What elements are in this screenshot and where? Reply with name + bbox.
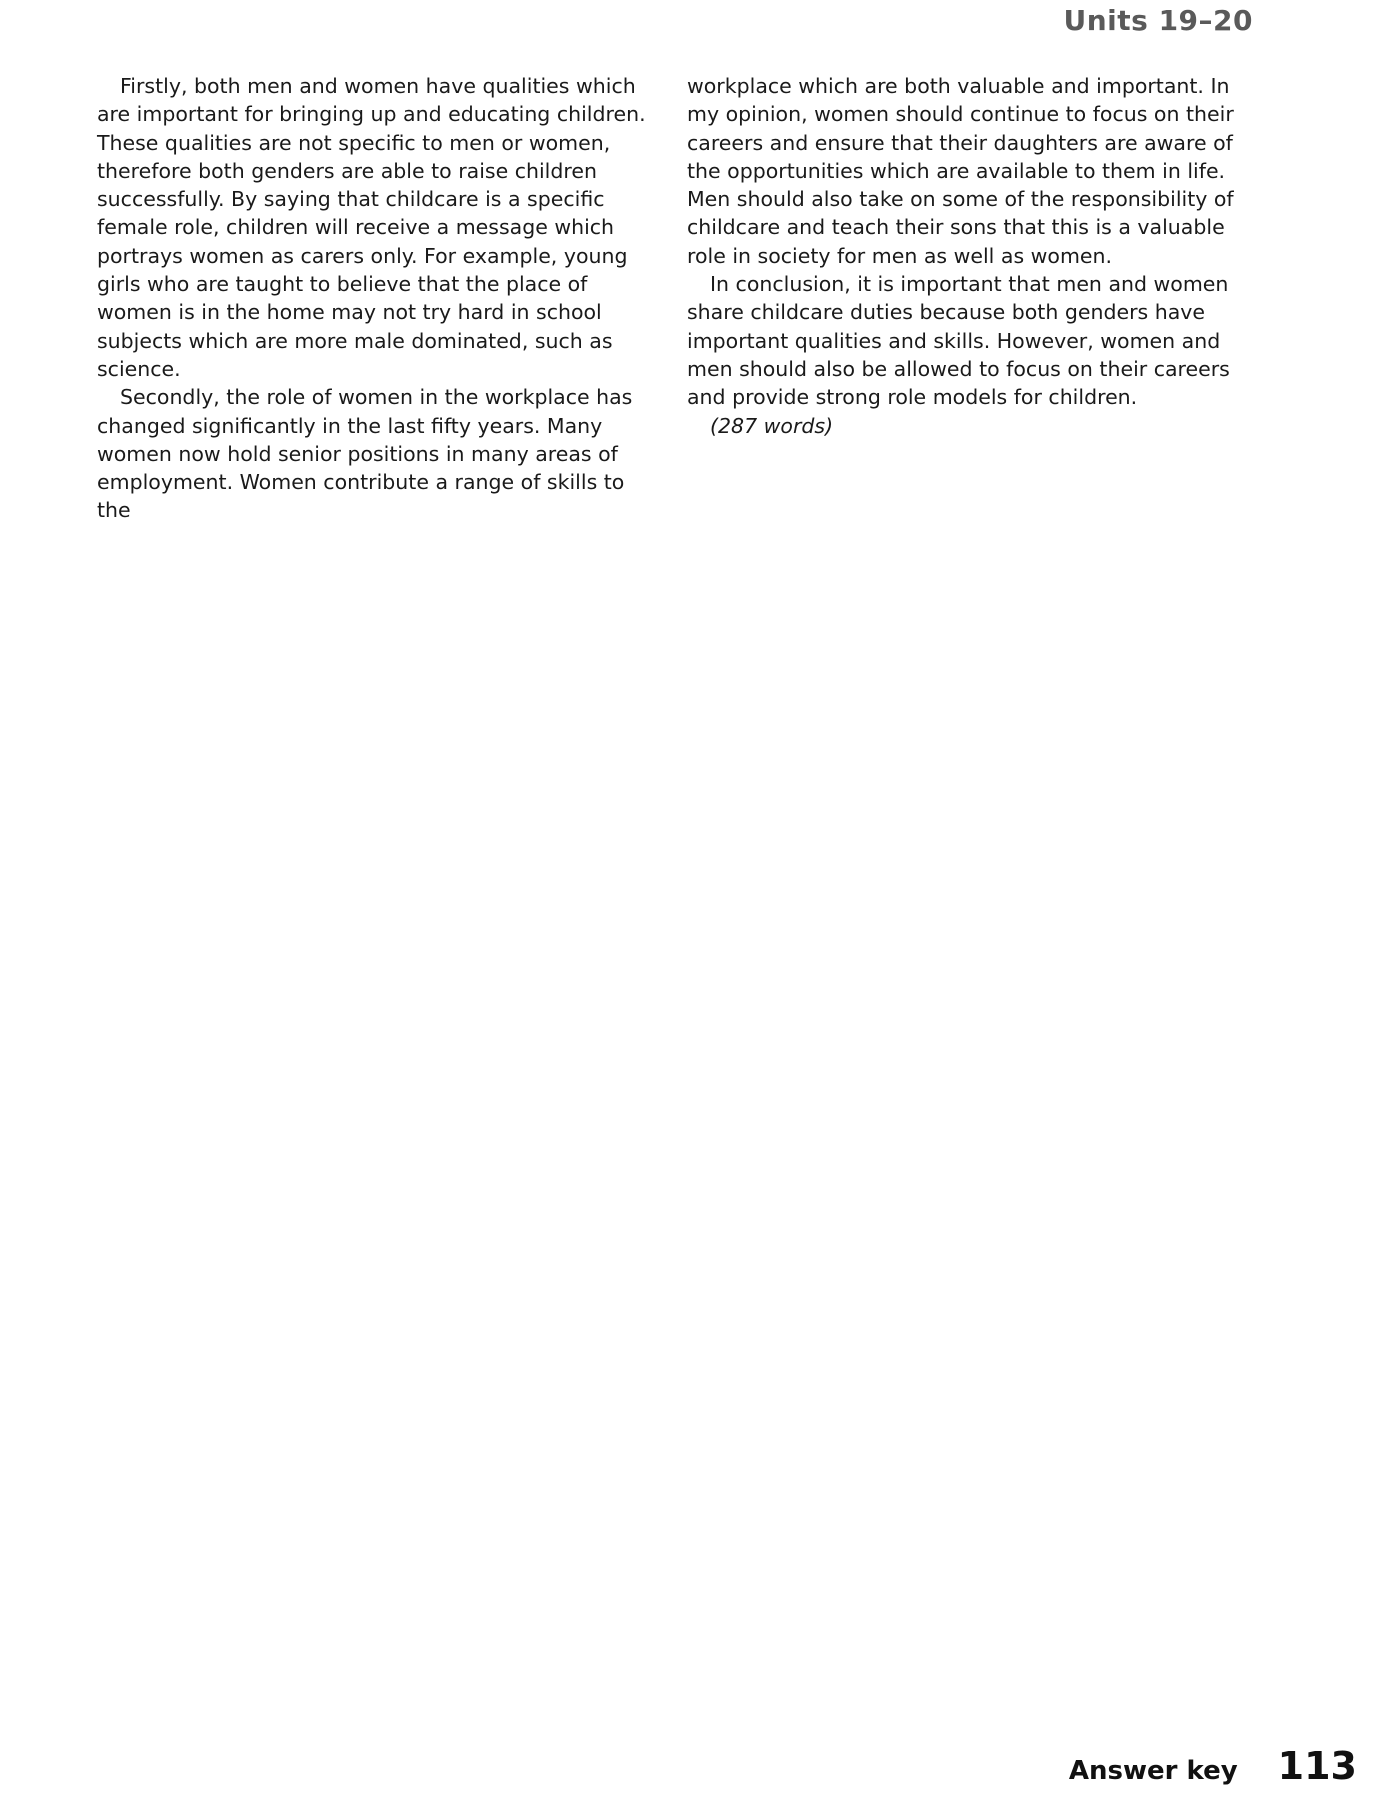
footer-label: Answer key <box>1068 1756 1238 1786</box>
paragraph-secondly-continued: workplace which are both valuable and important. In my opinion, women should continue to focus on their careers and ensure that their daughters are aware of the opportunities which are available to them in life. Men should also take on some of the responsibility of childcare and teach their sons that this is a valuable role in society for men as well as women. <box>687 74 1234 268</box>
paragraph-secondly: Secondly, the role of women in the workplace has changed significantly in the last fifty years. Many women now hold senior positions in many areas of employment. Women contribute a range of skills to the <box>97 385 633 523</box>
word-count: (287 words) <box>710 413 834 438</box>
paragraph-firstly: Firstly, both men and women have qualities which are important for bringing up and educating children. These qualities are not specific to men or women, therefore both genders are able to raise children successfully. By saying that childcare is a specific female role, children will receive a message which portrays women as carers only. For example, young girls who are taught to believe that the place of women is in the home may not try hard in school subjects which are more male dominated, such as science. <box>97 74 646 381</box>
right-column <box>687 72 1247 525</box>
page-footer <box>1069 1744 1357 1788</box>
paragraph-conclusion: In conclusion, it is important that men and women share childcare duties because both genders have important qualities and skills. However, women and men should also be allowed to focus on their careers and provide strong role models for children. <box>687 272 1230 410</box>
answer-text <box>97 72 1247 525</box>
unit-header: Units 19–20 <box>1063 4 1253 37</box>
left-column <box>97 72 657 525</box>
page-number: 113 <box>1277 1744 1357 1788</box>
